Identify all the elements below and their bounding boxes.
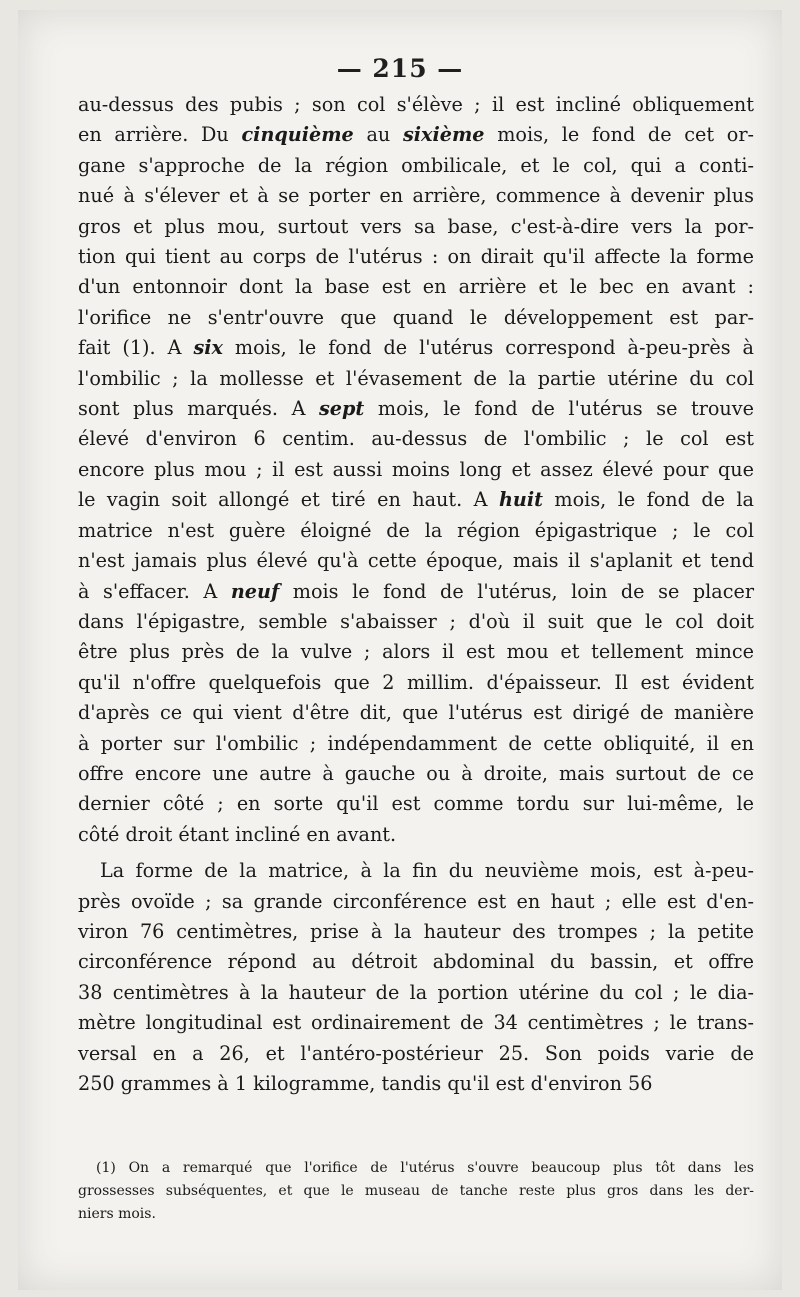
footnote-line: niers mois.: [78, 1206, 156, 1222]
text-line: versal en a 26, et l'antéro-postérieur 25. Son poids varie de: [78, 1041, 754, 1065]
text-line: mètre longitudinal est ordinairement de 34 centimètres ; le trans-: [78, 1011, 754, 1035]
emphasized-word: six: [193, 336, 223, 360]
footnote: [78, 1157, 754, 1226]
text-line: en arrière. Du cinquième au sixième mois, le fond de cet or-: [78, 123, 754, 147]
text-line: à porter sur l'ombilic ; indépendamment de cette obliquité, il en: [78, 731, 754, 755]
emphasized-word: huit: [498, 488, 543, 512]
text-line: sont plus marqués. A sept mois, le fond de l'utérus se trouve: [78, 397, 754, 421]
footnote-line: (1) On a remarqué que l'orifice de l'utérus s'ouvre beaucoup plus tôt dans les: [96, 1160, 754, 1176]
text-line: près ovoïde ; sa grande circonférence est en haut ; elle est d'en-: [78, 889, 754, 913]
page-number: — 215 —: [336, 54, 464, 83]
paragraph-1: [78, 90, 754, 850]
text-line: tion qui tient au corps de l'utérus : on dirait qu'il affecte la forme: [78, 245, 754, 269]
text-line: matrice n'est guère éloigné de la région épigastrique ; le col: [78, 518, 754, 542]
paragraph-2: [78, 856, 754, 1099]
text-line: viron 76 centimètres, prise à la hauteur des trompes ; la petite: [78, 919, 754, 943]
footnote-line: grossesses subséquentes, et que le museau de tanche reste plus gros dans les der-: [78, 1183, 754, 1199]
text-line: le vagin soit allongé et tiré en haut. A huit mois, le fond de la: [78, 488, 754, 512]
text-line: La forme de la matrice, à la fin du neuvième mois, est à-peu-: [100, 859, 754, 883]
text-line: gane s'approche de la région ombilicale, et le col, qui a conti-: [78, 153, 754, 177]
text-line: dernier côté ; en sorte qu'il est comme tordu sur lui-même, le: [78, 792, 754, 816]
body-text: [78, 90, 754, 1099]
text-line: l'ombilic ; la mollesse et l'évasement de la partie utérine du col: [78, 366, 754, 390]
text-line: encore plus mou ; il est aussi moins long et assez élevé pour que: [78, 457, 754, 481]
text-line: fait (1). A six mois, le fond de l'utérus correspond à-peu-près à: [78, 336, 754, 360]
text-line: n'est jamais plus élevé qu'à cette époque, mais il s'aplanit et tend: [78, 549, 754, 573]
emphasized-word: sixième: [402, 123, 485, 147]
emphasized-word: sept: [319, 397, 365, 421]
text-line: élevé d'environ 6 centim. au-dessus de l'ombilic ; le col est: [78, 427, 754, 451]
text-line: côté droit étant incliné en avant.: [78, 822, 397, 846]
text-line: l'orifice ne s'entr'ouvre que quand le développement est par-: [78, 305, 754, 329]
footnote-text: [78, 1157, 754, 1226]
text-line: qu'il n'offre quelquefois que 2 millim. d'épaisseur. Il est évident: [78, 670, 754, 694]
text-line: offre encore une autre à gauche ou à droite, mais surtout de ce: [78, 761, 754, 785]
emphasized-word: cinquième: [241, 123, 354, 147]
text-line: d'après ce qui vient d'être dit, que l'utérus est dirigé de manière: [78, 701, 754, 725]
text-line: être plus près de la vulve ; alors il est mou et tellement mince: [78, 640, 754, 664]
text-line: 38 centimètres à la hauteur de la portion utérine du col ; le dia-: [78, 980, 754, 1004]
text-line: circonférence répond au détroit abdominal du bassin, et offre: [78, 950, 754, 974]
text-line: d'un entonnoir dont la base est en arrière et le bec en avant :: [78, 275, 754, 299]
emphasized-word: neuf: [230, 579, 280, 603]
text-line: nué à s'élever et à se porter en arrière, commence à devenir plus: [78, 184, 754, 208]
text-line: gros et plus mou, surtout vers sa base, c'est-à-dire vers la por-: [78, 214, 754, 238]
text-line: à s'effacer. A neuf mois le fond de l'utérus, loin de se placer: [78, 579, 755, 603]
text-line: au-dessus des pubis ; son col s'élève ; il est incliné obliquement: [78, 93, 754, 116]
text-line: 250 grammes à 1 kilogramme, tandis qu'il est d'environ 56: [78, 1072, 653, 1095]
text-line: dans l'épigastre, semble s'abaisser ; d'où il suit que le col doit: [78, 609, 754, 633]
